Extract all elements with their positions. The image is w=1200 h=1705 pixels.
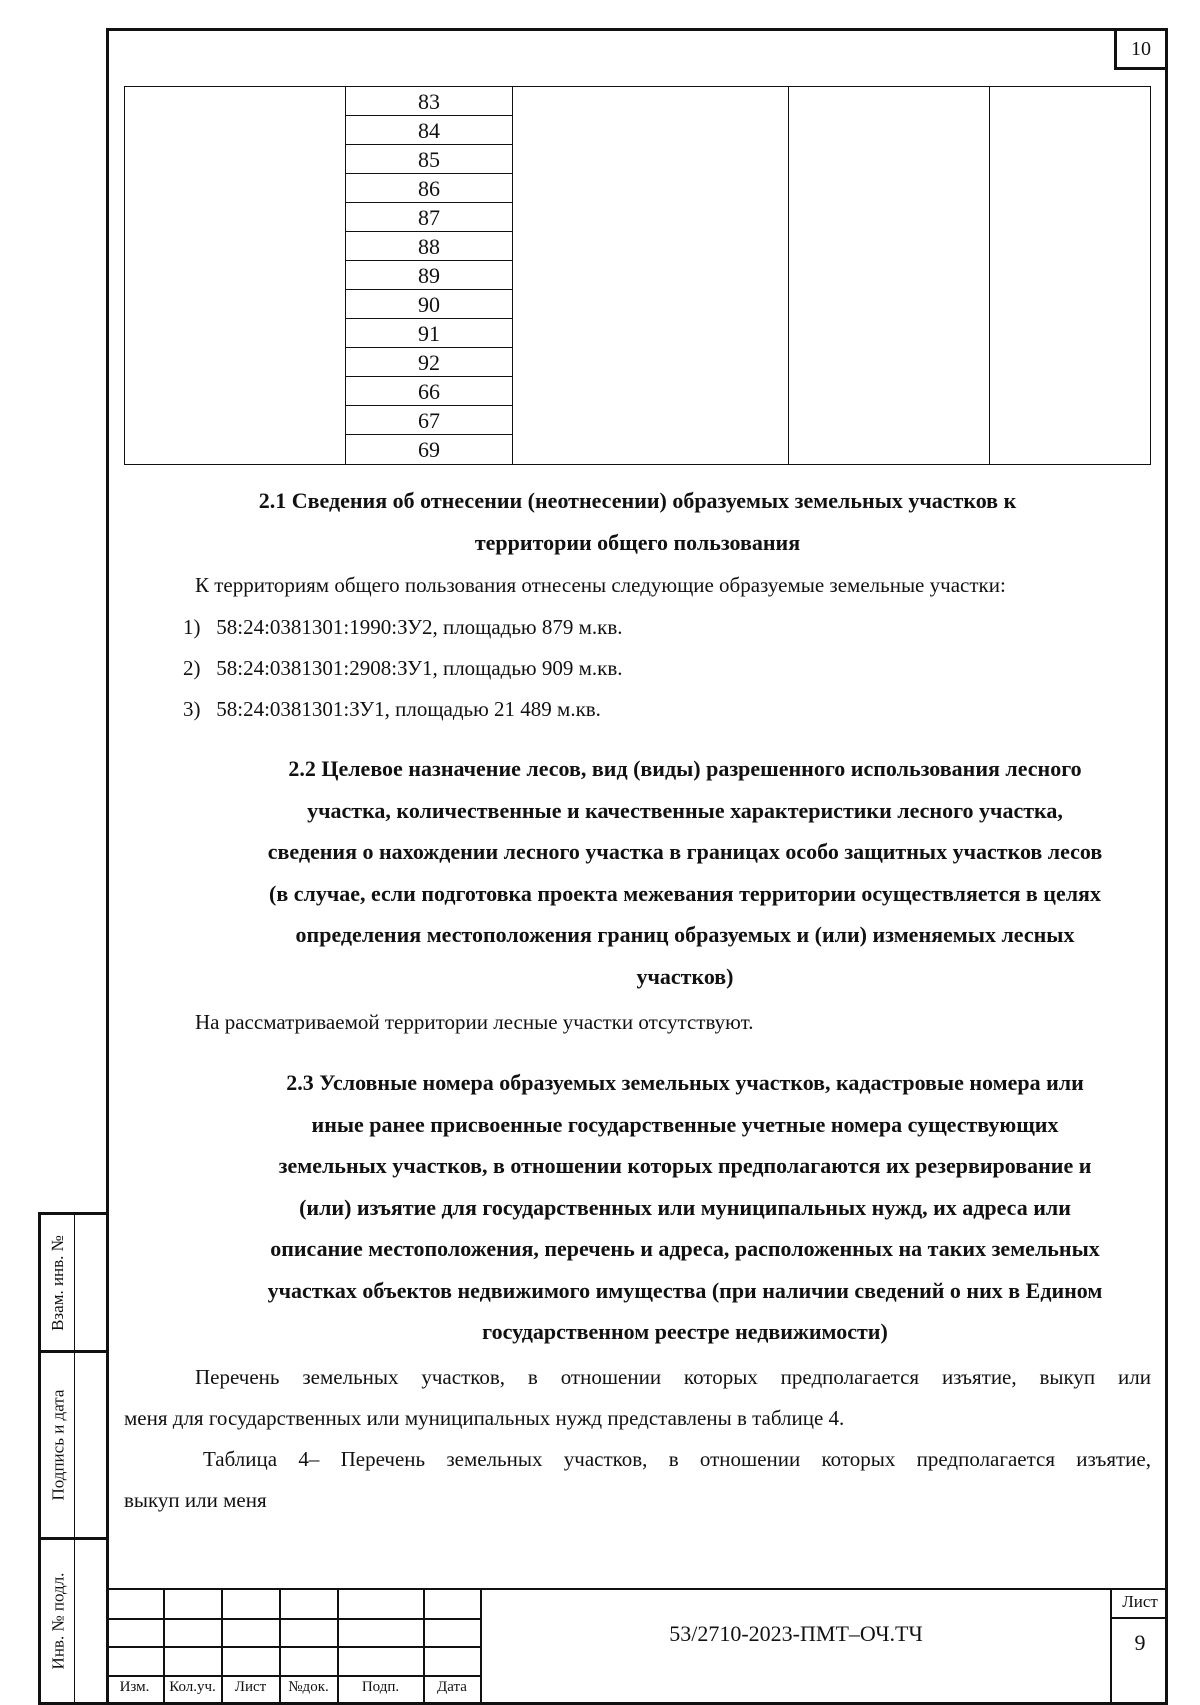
table-number-cell: 92 — [346, 348, 512, 377]
table-number-cell: 86 — [346, 174, 512, 203]
table-number-cell: 85 — [346, 145, 512, 174]
continued-table — [124, 86, 1151, 465]
table-number-cell: 88 — [346, 232, 512, 261]
para-text: Перечень земельных участков, в отношении которых предполагается изъятие, выкуп или — [195, 1365, 1151, 1389]
stamp-podpis-label: Подпись и дата — [48, 1389, 67, 1501]
table-number-cell: 66 — [346, 377, 512, 406]
item-text: 58:24:0381301:ЗУ1, площадью 21 489 м.кв. — [216, 697, 601, 721]
section-2-3-heading-line: участках объектов недвижимого имущества (при наличии сведений о них в Едином — [267, 1277, 1103, 1303]
stamp-vzam — [38, 1212, 106, 1353]
section-2-3-heading-line: 2.3 Условные номера образуемых земельных участков, кадастровые номера или — [286, 1070, 1084, 1095]
table-col-4 — [789, 87, 990, 465]
table-number-cell: 89 — [346, 261, 512, 290]
number-list — [346, 87, 512, 464]
section-2-3-para-line2: меня для государственных или муниципальных нужд представлены в таблице 4. — [124, 1406, 845, 1430]
title-block-header-izm: Изм. — [119, 1679, 150, 1695]
section-2-3-para-line1 — [195, 1357, 1151, 1398]
table-number-cell: 87 — [346, 203, 512, 232]
stamp-podpis — [38, 1350, 106, 1540]
section-2-3-heading-line: государственном реестре недвижимости) — [482, 1319, 888, 1344]
section-2-2-heading-line: определения местоположения границ образуемых и (или) изменяемых лесных — [295, 922, 1075, 947]
section-2-3-heading-line: (или) изъятие для государственных или муниципальных нужд, их адреса или — [299, 1194, 1071, 1220]
section-2-3-heading — [205, 1062, 1165, 1353]
table-number-cell: 84 — [346, 116, 512, 145]
title-block-header-list: Лист — [234, 1679, 267, 1695]
section-2-2-heading-line: сведения о нахождении лесного участка в границах особо защитных участков лесов — [267, 839, 1103, 864]
section-2-3-heading-line: земельных участков, в отношении которых предполагаются их резервирование и — [278, 1153, 1092, 1178]
title-block-header-ndok: №док. — [288, 1679, 329, 1695]
table-col-3 — [513, 87, 789, 465]
table-4-caption-line2: выкуп или меня — [124, 1488, 267, 1512]
section-2-1-intro: К территориям общего пользования отнесены следующие образуемые земельные участки: — [195, 573, 1006, 597]
section-2-2-heading-line: (в случае, если подготовка проекта межевания территории осуществляется в целях — [269, 880, 1101, 906]
section-2-3-heading-line: иные ранее присвоенные государственные учетные номера существующих — [311, 1111, 1059, 1137]
section-2-1-heading-line1: 2.1 Сведения об отнесении (неотнесении) образуемых земельных участков к — [258, 488, 1017, 513]
table-col-5 — [990, 87, 1151, 465]
table-number-cell: 90 — [346, 290, 512, 319]
table-number-cell: 91 — [346, 319, 512, 348]
item-number: 2) — [183, 656, 201, 680]
stamp-inv-label: Инв. № подл. — [48, 1572, 67, 1670]
page-number-top: 10 — [1114, 28, 1168, 70]
title-block-header-data: Дата — [437, 1679, 467, 1695]
item-text: 58:24:0381301:2908:ЗУ1, площадью 909 м.кв. — [216, 656, 623, 680]
table-number-cell: 69 — [418, 437, 440, 462]
section-2-2-heading — [205, 748, 1165, 997]
sheet-number: 9 — [1134, 1630, 1146, 1655]
title-block-header-koluch: Кол.уч. — [169, 1679, 216, 1695]
stamp-vzam-label: Взам. инв. № — [48, 1234, 67, 1331]
section-2-1-item — [183, 689, 601, 730]
section-2-2-heading-line: участков) — [636, 963, 734, 989]
item-number: 1) — [183, 615, 201, 639]
table-col-numbers — [346, 87, 513, 465]
section-2-1-item — [183, 648, 623, 689]
table-number-cell: 83 — [346, 87, 512, 116]
section-2-1-item — [183, 607, 623, 648]
sheet-label: Лист — [1122, 1592, 1158, 1611]
section-2-1-heading — [124, 480, 1151, 563]
table-number-cell: 67 — [346, 406, 512, 435]
section-2-3-heading-line: описание местоположения, перечень и адреса, расположенных на таких земельных — [270, 1236, 1100, 1261]
caption-text: Таблица 4– Перечень земельных участков, в отношении которых предполагается изъятие, — [203, 1447, 1151, 1471]
stamp-inv — [38, 1537, 106, 1705]
title-block-header-podp: Подп. — [361, 1679, 400, 1695]
document-code: 53/2710-2023-ПМТ–ОЧ.ТЧ — [669, 1621, 923, 1646]
section-2-2-heading-line: 2.2 Целевое назначение лесов, вид (виды) разрешенного использования лесного — [288, 756, 1082, 781]
table-col-1 — [125, 87, 346, 465]
table-4-caption-line1 — [203, 1439, 1151, 1480]
section-2-2-text: На рассматриваемой территории лесные участки отсутствуют. — [195, 1010, 754, 1034]
item-number: 3) — [183, 697, 201, 721]
item-text: 58:24:0381301:1990:ЗУ2, площадью 879 м.кв. — [216, 615, 623, 639]
section-2-2-heading-line: участка, количественные и качественные характеристики лесного участка, — [307, 797, 1063, 823]
section-2-1-heading-line2: территории общего пользования — [474, 529, 801, 555]
